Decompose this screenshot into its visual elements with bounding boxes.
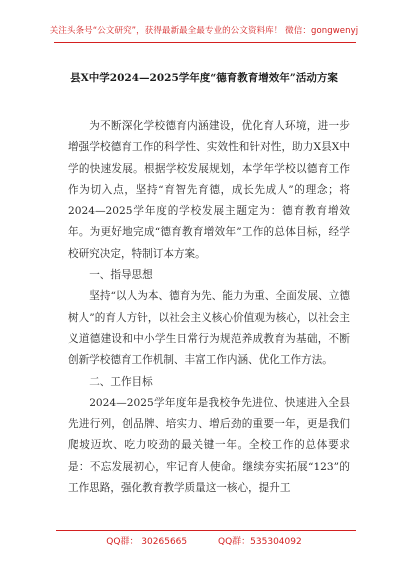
intro-paragraph: 为不断深化学校德育内涵建设，优化育人环境，进一步增强学校德育工作的科学性、实效性和针对性，助力X县X中学的快速发展。根据学校发展规划，本学年学校以德育工作作为切入点，坚持“育智先育德，成长先成人”的理念；将2024—2025学年度的学校发展主题定为：德育教育增效年。为更好地完成“德育教育增效年”工作的总体目标，经学校研究决定，特制订本方案。 [68,120,350,260]
section-heading-work-goals: 二、工作目标 [89,375,153,388]
footer-qq-group-2: QQ群：535304092 [218,537,302,547]
footer [0,534,408,547]
footer-divider [56,530,356,531]
work-goals-paragraph: 2024—2025学年度年是我校争先进位、快速进入全县先进行列，创品牌、培实力、增后劲的重要一年，更是我们爬坡迈坎、吃力咬劲的最关键一年。全校工作的总体要求是：不忘发展初心，牢记育人使命。继续夯实拓展“123”的工作思路，强化教育教学质量这一核心，提升工 [68,396,350,495]
document-title: 县X中学2024—2025学年度“德育教育增效年”活动方案 [70,72,338,84]
document-body [68,116,350,499]
footer-qq-group-1: QQ群： 30265665 [106,537,188,547]
section-heading-guiding-ideology: 一、指导思想 [89,269,153,282]
header-banner: 关注头条号“公文研究”，获得最新最全最专业的公文资料库！ 微信：gongwenyj [49,26,359,36]
guiding-ideology-paragraph: 坚持“以人为本、德育为先、能力为重、全面发展、立德树人”的育人方针，以社会主义核心价值观为核心，以社会主义道德建设和中小学生日常行为规范养成教育为基础，不断创新学校德育工作机制、丰富工作内涵、优化工作方法。 [68,290,350,367]
header-divider [54,42,356,43]
